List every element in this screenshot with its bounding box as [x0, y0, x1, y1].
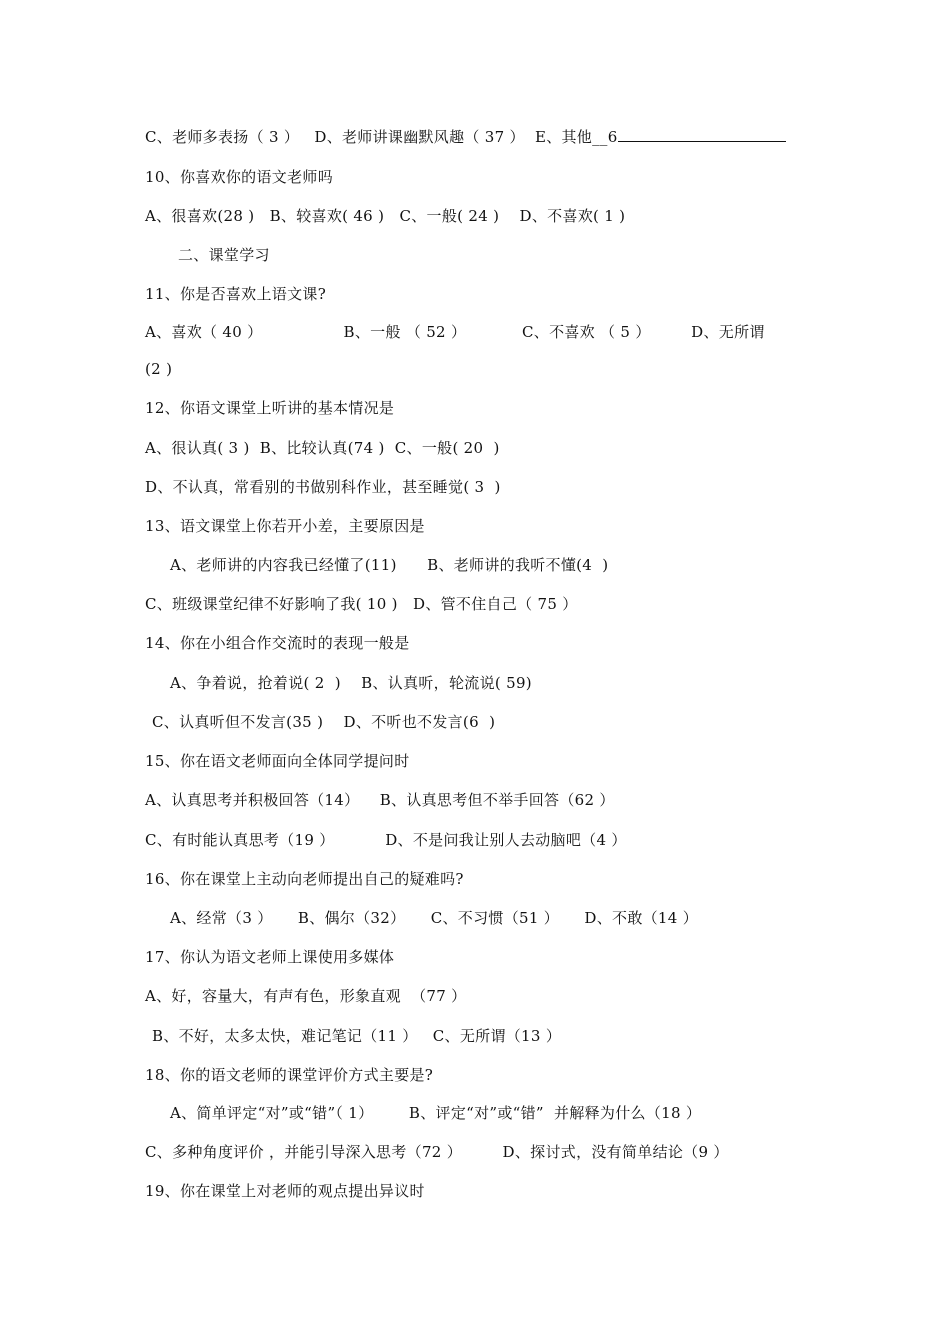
q18-options-ab: A、简单评定“对”或“错”（ 1） B、评定“对”或“错” 并解释为什么（18 ） — [170, 1104, 702, 1122]
q15-question: 15、你在语文老师面向全体同学提问时 — [145, 752, 410, 770]
q10-options: A、很喜欢(28 ) B、较喜欢( 46 ) C、一般( 24 ) D、不喜欢( 1 ) — [145, 207, 626, 225]
q16-question: 16、你在课堂上主动向老师提出自己的疑难吗? — [145, 870, 464, 888]
q19-question: 19、你在课堂上对老师的观点提出异议时 — [145, 1182, 425, 1200]
q14-options-ab: A、争着说，抢着说( 2 ) B、认真听，轮流说( 59) — [170, 674, 532, 692]
q13-options-cd: C、班级课堂纪律不好影响了我( 10 ) D、管不住自己（ 75 ） — [145, 595, 578, 613]
q14-question: 14、你在小组合作交流时的表现一般是 — [145, 634, 410, 652]
q16-options: A、经常（3 ） B、偶尔（32） C、不习惯（51 ） D、不敢（14 ） — [170, 909, 698, 927]
q11-options: A、喜欢（ 40 ） B、一般 （ 52 ） C、不喜欢 （ 5 ） D、无所谓 — [145, 323, 765, 341]
q18-question: 18、你的语文老师的课堂评价方式主要是? — [145, 1066, 434, 1084]
q12-option-d: D、不认真，常看别的书做别科作业，甚至睡觉( 3 ) — [145, 478, 501, 496]
fill-in-underline — [618, 127, 786, 142]
q10-question: 10、你喜欢你的语文老师吗 — [145, 168, 333, 186]
q15-options-cd: C、有时能认真思考（19 ） D、不是问我让别人去动脑吧（4 ） — [145, 831, 627, 849]
q11-options-continued: (2 ) — [145, 360, 173, 378]
q11-question: 11、你是否喜欢上语文课? — [145, 285, 327, 303]
q15-options-ab: A、认真思考并积极回答（14） B、认真思考但不举手回答（62 ） — [145, 791, 615, 809]
q9-options-cde — [145, 127, 786, 147]
q12-question: 12、你语文课堂上听讲的基本情况是 — [145, 399, 395, 417]
q17-question: 17、你认为语文老师上课使用多媒体 — [145, 948, 395, 966]
q17-option-a: A、好，容量大，有声有色，形象直观 （77 ） — [145, 987, 467, 1005]
q17-options-bc: B、不好，太多太快，难记笔记（11 ） C、无所谓（13 ） — [152, 1027, 562, 1045]
q13-question: 13、语文课堂上你若开小差，主要原因是 — [145, 517, 425, 535]
q9-options-text: C、老师多表扬（ 3 ） D、老师讲课幽默风趣（ 37 ） E、其他__6 — [145, 128, 618, 146]
q14-options-cd: C、认真听但不发言(35 ) D、不听也不发言(6 ) — [152, 713, 496, 731]
q12-options-abc: A、很认真( 3 ) B、比较认真(74 ) C、一般( 20 ) — [145, 439, 500, 457]
section-heading-classroom-learning: 二、课堂学习 — [178, 246, 270, 264]
q13-options-ab: A、老师讲的内容我已经懂了(11) B、老师讲的我听不懂(4 ) — [170, 556, 609, 574]
q18-options-cd: C、多种角度评价 ，并能引导深入思考（72 ） D、探讨式，没有简单结论（9 ） — [145, 1143, 729, 1161]
